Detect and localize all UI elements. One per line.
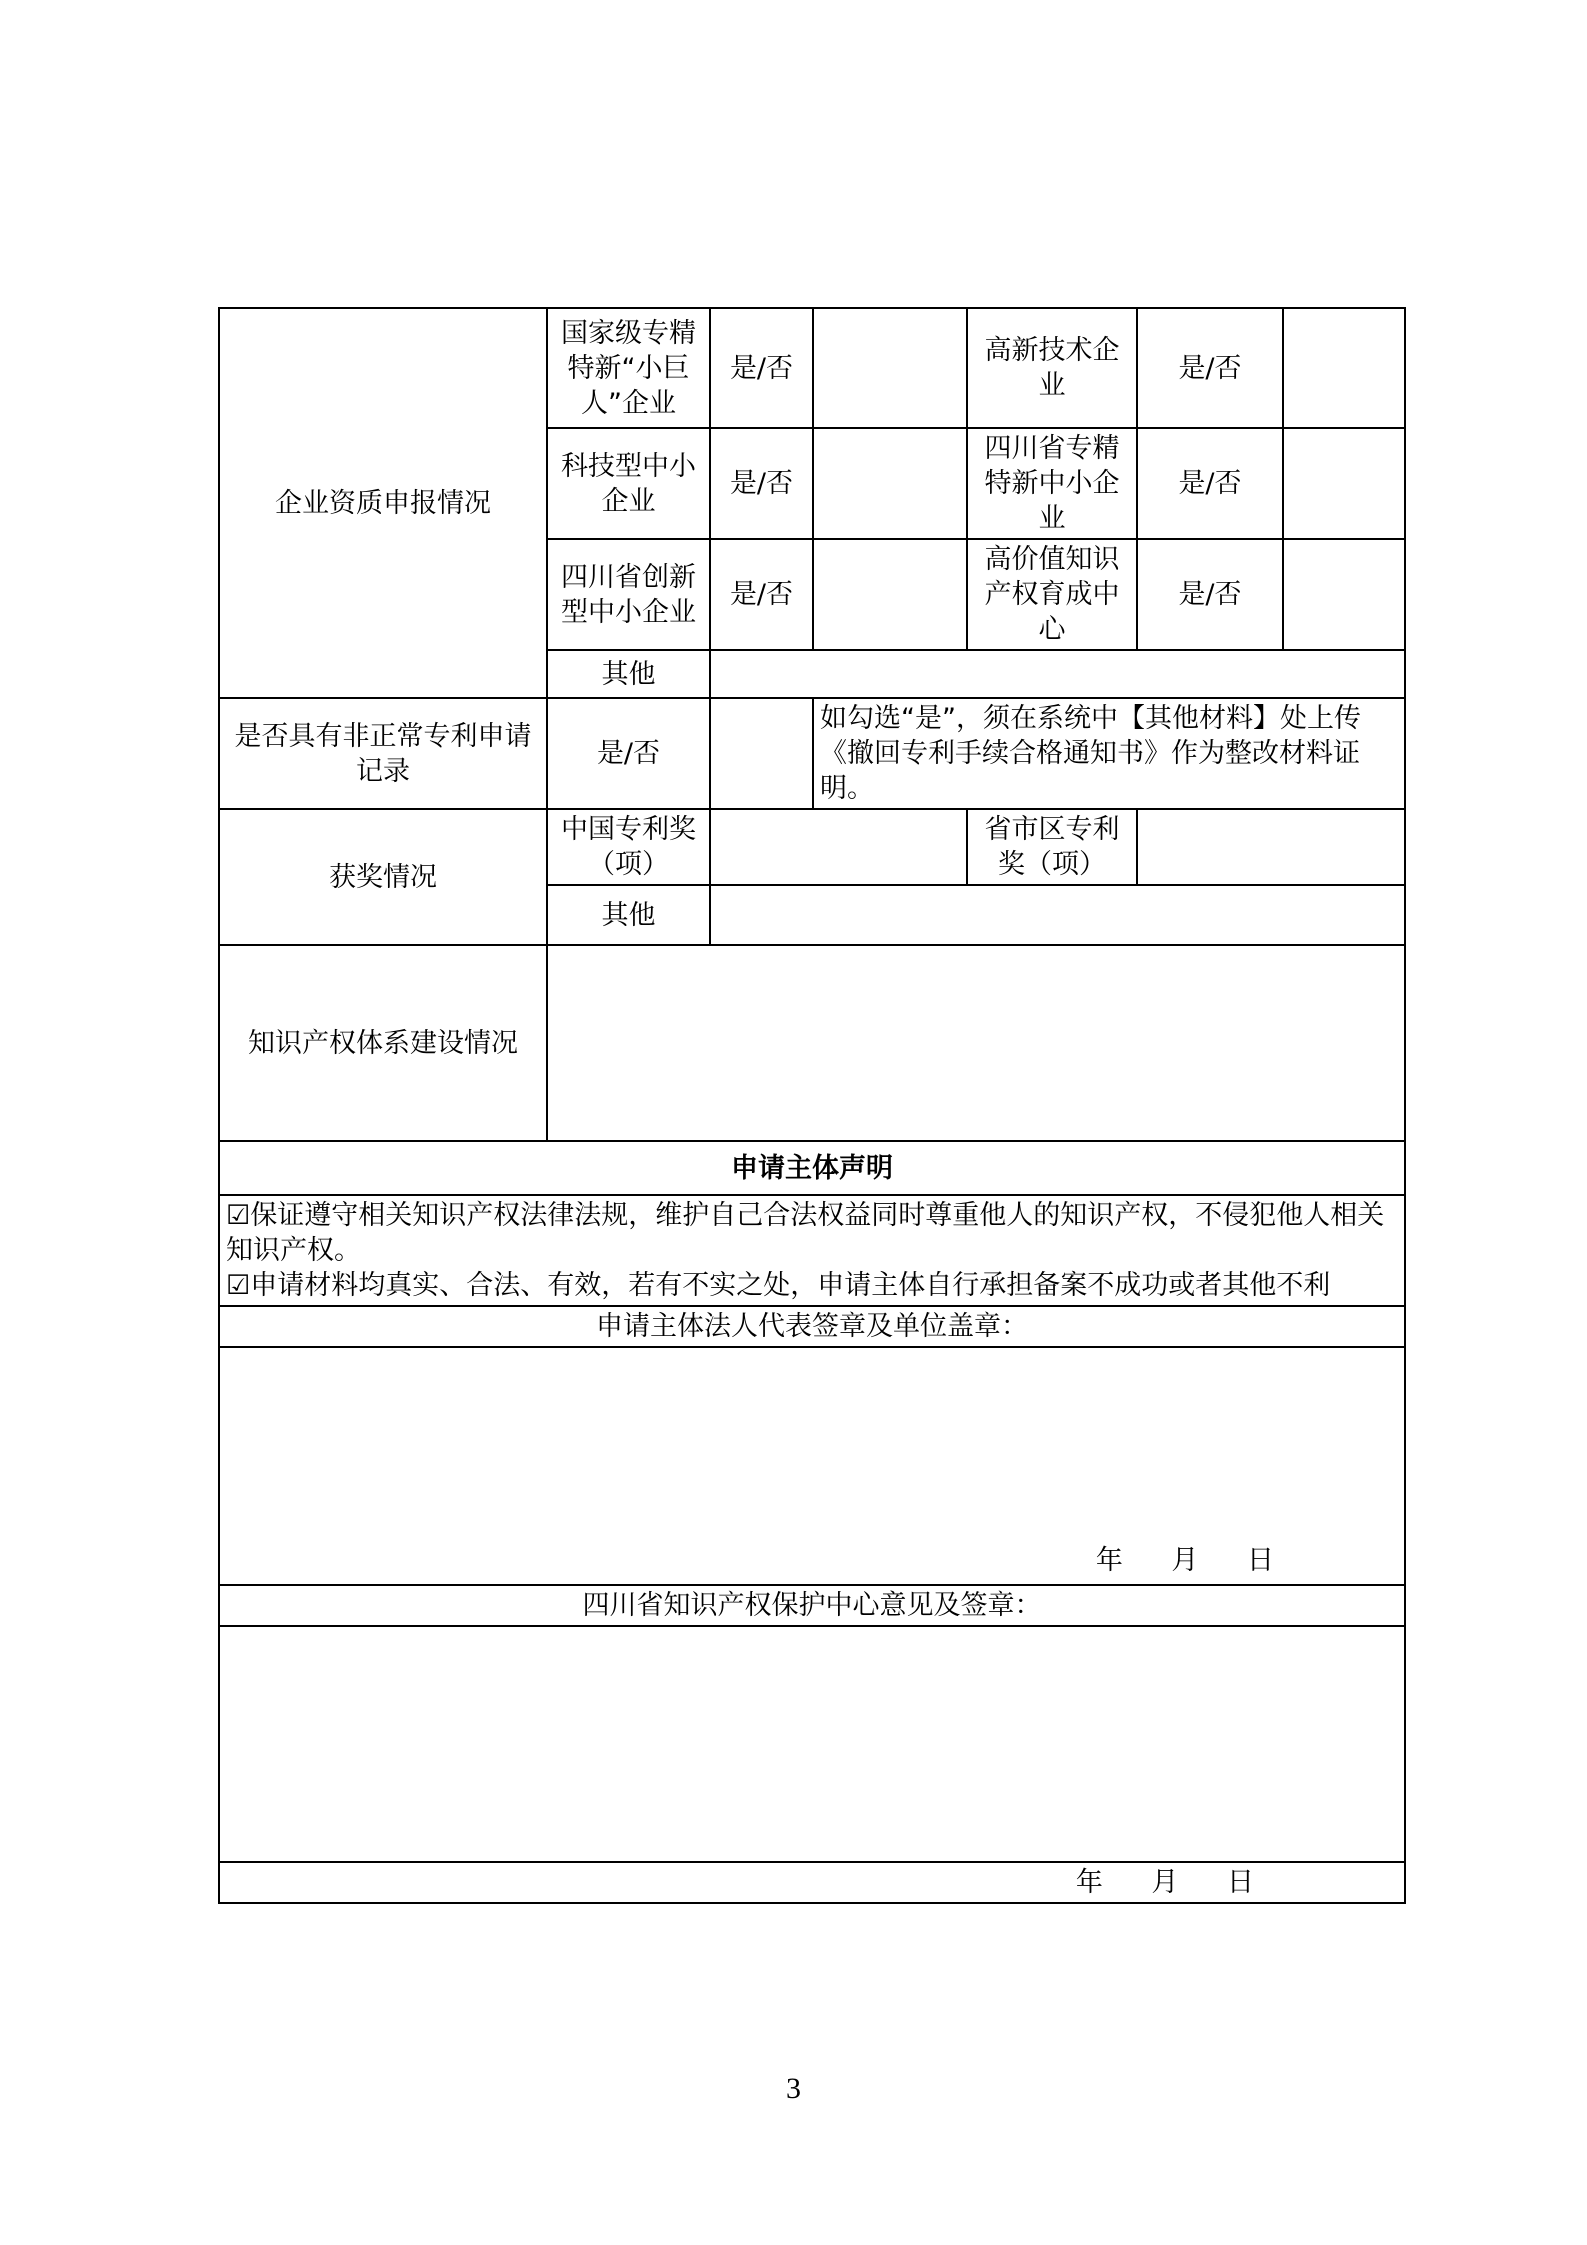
yes-no-selector[interactable]: 是/否 — [710, 539, 813, 650]
qualification-label: 科技型中小企业 — [547, 428, 710, 539]
date-day-label: 日 — [1227, 1867, 1254, 1898]
qualification-other-field[interactable] — [710, 650, 1405, 698]
signature-area[interactable] — [219, 1347, 1405, 1585]
date-year-label: 年 — [1095, 1545, 1123, 1576]
signature-label-row — [219, 1306, 1405, 1347]
date-month-label: 月 — [1171, 1545, 1199, 1576]
yes-no-selector[interactable]: 是/否 — [710, 308, 813, 428]
qualification-other-label: 其他 — [547, 650, 710, 698]
qualification-label: 四川省创新型中小企业 — [547, 539, 710, 650]
center-date-row — [219, 1862, 1405, 1903]
china-patent-award-label: 中国专利奖（项） — [547, 809, 710, 885]
date-day-label: 日 — [1247, 1545, 1274, 1576]
qualification-answer-field[interactable] — [1283, 428, 1405, 539]
qualification-label: 高新技术企业 — [967, 308, 1137, 428]
abnormal-record-answer-field[interactable] — [710, 698, 813, 809]
application-form-table — [218, 307, 1406, 1904]
qualification-answer-field[interactable] — [813, 308, 967, 428]
declaration-body-row — [219, 1195, 1405, 1306]
awards-other-label: 其他 — [547, 885, 710, 945]
page-number: 3 — [786, 2072, 801, 2105]
yes-no-selector[interactable]: 是/否 — [1137, 308, 1283, 428]
center-opinion-area-row — [219, 1626, 1405, 1862]
qualification-answer-field[interactable] — [813, 428, 967, 539]
center-opinion-area[interactable] — [219, 1626, 1405, 1862]
qualification-section-label: 企业资质申报情况 — [219, 308, 547, 698]
provincial-patent-award-label: 省市区专利奖（项） — [967, 809, 1137, 885]
abnormal-record-row — [219, 698, 1405, 809]
awards-other-field[interactable] — [710, 885, 1405, 945]
center-opinion-label-row — [219, 1585, 1405, 1626]
qualification-label: 高价值知识产权育成中心 — [967, 539, 1137, 650]
china-patent-award-field[interactable] — [710, 809, 967, 885]
signature-area-row — [219, 1347, 1405, 1585]
declaration-body — [219, 1195, 1405, 1306]
ip-system-row — [219, 945, 1405, 1141]
center-opinion-label: 四川省知识产权保护中心意见及签章： — [219, 1585, 1405, 1626]
signature-label: 申请主体法人代表签章及单位盖章： — [219, 1306, 1405, 1347]
yes-no-selector[interactable]: 是/否 — [710, 428, 813, 539]
yes-no-selector[interactable]: 是/否 — [547, 698, 710, 809]
abnormal-record-label: 是否具有非正常专利申请记录 — [219, 698, 547, 809]
declaration-item[interactable]: ☑申请材料均真实、合法、有效，若有不实之处，申请主体自行承担备案不成功或者其他不利 — [226, 1270, 1331, 1301]
date-year-label: 年 — [1075, 1867, 1103, 1898]
qualification-answer-field[interactable] — [1283, 308, 1405, 428]
qualification-label: 国家级专精特新“小巨人”企业 — [547, 308, 710, 428]
qualification-row-1 — [219, 308, 1405, 428]
yes-no-selector[interactable]: 是/否 — [1137, 428, 1283, 539]
awards-section-label: 获奖情况 — [219, 809, 547, 945]
date-month-label: 月 — [1151, 1867, 1179, 1898]
qualification-label: 四川省专精特新中小企业 — [967, 428, 1137, 539]
abnormal-record-note: 如勾选“是”，须在系统中【其他材料】处上传《撤回专利手续合格通知书》作为整改材料证明。 — [813, 698, 1405, 809]
qualification-answer-field[interactable] — [1283, 539, 1405, 650]
declaration-item[interactable]: ☑保证遵守相关知识产权法律法规，维护自己合法权益同时尊重他人的知识产权，不侵犯他人相关知识产权。 — [226, 1200, 1385, 1266]
ip-system-field[interactable] — [547, 945, 1405, 1141]
declaration-title: 申请主体声明 — [219, 1141, 1405, 1195]
center-date-cell — [219, 1862, 1405, 1903]
awards-row-1 — [219, 809, 1405, 885]
declaration-title-row — [219, 1141, 1405, 1195]
yes-no-selector[interactable]: 是/否 — [1137, 539, 1283, 650]
ip-system-label: 知识产权体系建设情况 — [219, 945, 547, 1141]
qualification-answer-field[interactable] — [813, 539, 967, 650]
provincial-patent-award-field[interactable] — [1137, 809, 1405, 885]
